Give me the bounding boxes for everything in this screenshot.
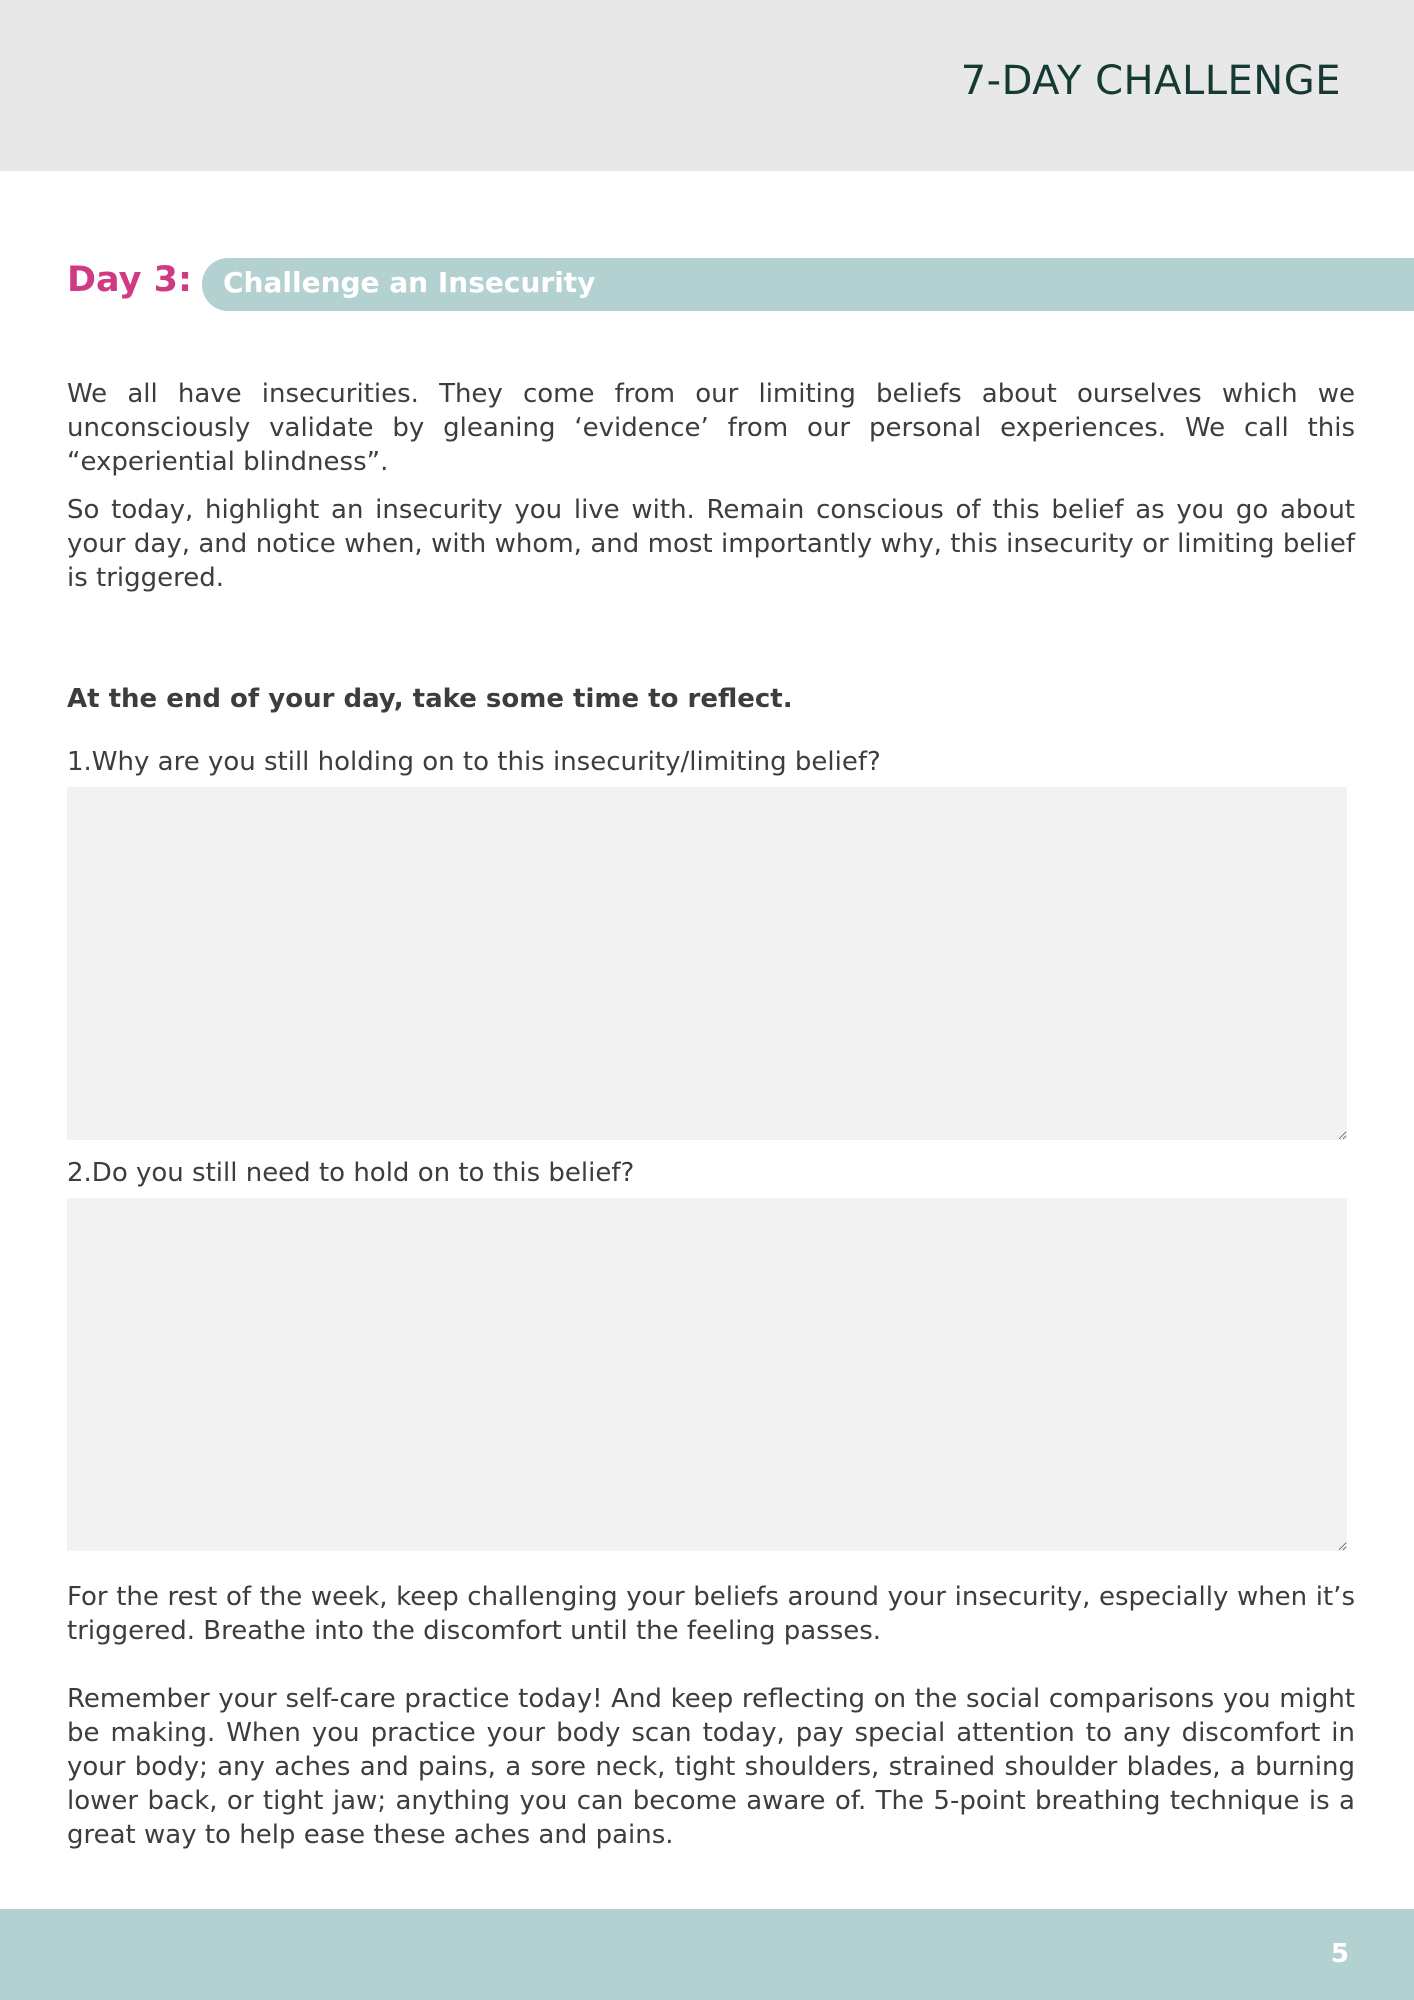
page-header: [0, 0, 1414, 171]
day-title-bar: [202, 258, 1414, 311]
closing-paragraph-2: Remember your self-care practice today! And keep reflecting on the social comparisons you might be making. When you practice your body scan today, pay special attention to any discomfort in your body; any aches and pains, a sore neck, tight shoulders, strained shoulder blades, a burning lower back, or tight jaw; anything you can become aware of. The 5-point breathing technique is a great way to help ease these aches and pains.: [67, 1684, 1355, 1850]
answer-box-2[interactable]: [67, 1198, 1347, 1551]
reflect-heading: At the end of your day, take some time to reflect.: [67, 684, 793, 714]
page-number: 5: [1330, 1939, 1349, 1969]
answer-box-1[interactable]: [67, 787, 1347, 1140]
header-title: 7-DAY CHALLENGE: [960, 58, 1341, 104]
page-footer: [0, 1909, 1414, 2000]
question-2: 2.Do you still need to hold on to this belief?: [67, 1158, 635, 1188]
day-title: Challenge an Insecurity: [223, 266, 596, 299]
day-label: Day 3:: [67, 260, 192, 300]
intro-paragraph-1: We all have insecurities. They come from our limiting beliefs about ourselves which we unconsciously validate by gleaning ‘evidence’ from our personal experiences. We call this “experiential blindness”.: [67, 379, 1355, 477]
closing-paragraph-1: For the rest of the week, keep challenging your beliefs around your insecurity, especially when it’s triggered. Breathe into the discomfort until the feeling passes.: [67, 1582, 1355, 1646]
intro-paragraph-2: So today, highlight an insecurity you live with. Remain conscious of this belief as you go about your day, and notice when, with whom, and most importantly why, this insecurity or limiting belief is triggered.: [67, 495, 1355, 593]
question-1: 1.Why are you still holding on to this insecurity/limiting belief?: [67, 747, 881, 777]
